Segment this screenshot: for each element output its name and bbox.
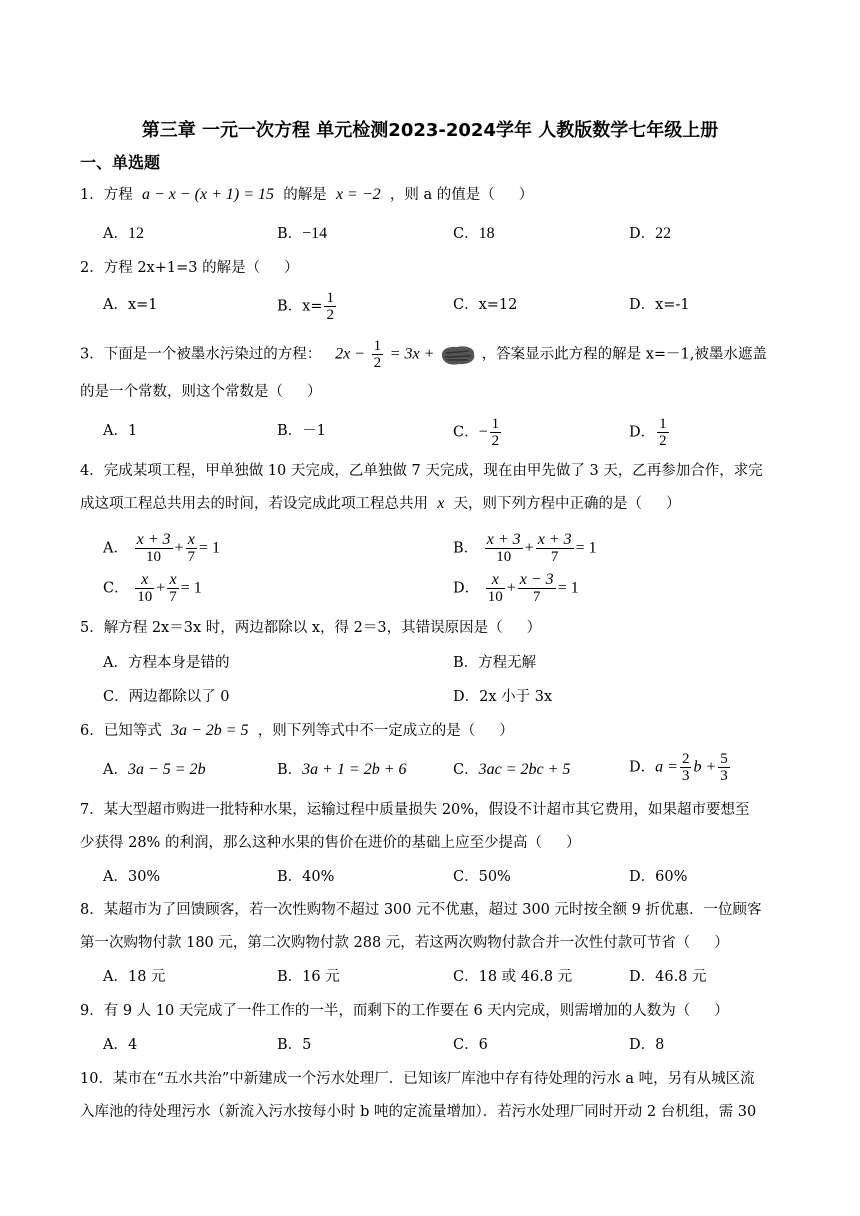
q3-option-d[interactable]: D． $\frac{1}{2}$ <box>629 416 667 449</box>
q5-option-c[interactable]: C．两边都除以了 0 <box>103 689 230 705</box>
q6-option-b[interactable]: B．3a + 1 = 2b + 6 <box>277 761 407 778</box>
q1-options <box>0 223 860 247</box>
q5-option-b[interactable]: B．方程无解 <box>453 655 537 671</box>
q8-option-a[interactable]: A．18 元 <box>103 969 166 985</box>
q6-options <box>0 751 860 784</box>
q4-options-row2 <box>0 571 860 605</box>
q9-option-d[interactable]: D．8 <box>629 1037 665 1053</box>
q3-options <box>0 416 860 449</box>
q7-options <box>0 866 860 890</box>
q1-mid: 的解是 <box>283 187 327 203</box>
q1-close: ） <box>518 187 534 203</box>
q4-option-c[interactable]: C． $\frac{x}{10}$ + $\frac{x}{7}$ = 1 <box>103 571 202 605</box>
q1-option-a[interactable]: A．12 <box>103 225 144 242</box>
q4-options-row1 <box>0 531 860 565</box>
q9-option-a[interactable]: A．4 <box>103 1037 138 1053</box>
q2-option-b[interactable]: B．x= $\frac{1}{2}$ <box>277 290 334 323</box>
section-heading: 一、单选题 <box>80 153 161 172</box>
question-1 <box>80 185 533 205</box>
q7-option-a[interactable]: A．30% <box>103 869 161 885</box>
q6-option-a[interactable]: A．3a − 5 = 2b <box>103 761 206 778</box>
q8-option-b[interactable]: B．16 元 <box>277 969 340 985</box>
q4-option-d[interactable]: D． $\frac{x}{10}$ + $\frac{x - 3}{7}$ = 1 <box>453 571 579 605</box>
q1-pre: 1．方程 <box>80 187 133 203</box>
question-2 <box>80 258 299 278</box>
question-3 <box>80 338 767 371</box>
q7-option-b[interactable]: B．40% <box>277 869 335 885</box>
question-8: 8．某超市为了回馈顾客，若一次性购物不超过 300 元不优惠，超过 300 元时按全额 9 折优惠．一位顾客 <box>80 902 762 918</box>
question-4-cont: 成这项工程总共用去的时间，若设完成此项工程总共用 x 天，则下列方程中正确的是（ ） <box>80 495 681 512</box>
q1-solution: x = −2 <box>335 186 381 203</box>
q3-post: ，答案显示此方程的解是 x=－1,被墨水遮盖 <box>481 346 767 363</box>
q2-options <box>0 290 860 323</box>
page-title: 第三章 一元一次方程 单元检测2023-2024学年 人教版数学七年级上册 <box>141 120 719 141</box>
q3-fraction: $\frac{1}{2}$ <box>373 338 382 371</box>
question-10: 10．某市在“五水共治”中新建成一个污水处理厂．已知该厂库池中存有待处理的污水 a 吨，另有从城区流 <box>80 1071 755 1087</box>
question-7-cont: 少获得 28% 的利润，那么这种水果的售价在进价的基础上应至少提高（ ） <box>80 835 581 851</box>
question-4: 4．完成某项工程，甲单独做 10 天完成，乙单独做 7 天完成，现在由甲先做了 3 天，乙再参加合作，求完 <box>80 463 763 479</box>
q3-eq-left: 2x − <box>335 345 365 363</box>
q9-options <box>0 1034 860 1058</box>
q6-option-c[interactable]: C．3ac = 2bc + 5 <box>453 761 571 778</box>
q6-option-d[interactable]: D．a = $\frac{2}{3}$ b + $\frac{5}{3}$ <box>629 751 728 784</box>
q5-options-row1 <box>0 652 860 676</box>
q3-option-a[interactable]: A．1 <box>103 423 138 439</box>
q2-option-d[interactable]: D．x=-1 <box>629 297 690 313</box>
q5-options-row2 <box>0 686 860 710</box>
question-6: 6．已知等式 3a − 2b = 5 ，则下列等式中不一定成立的是（ ） <box>80 722 514 739</box>
question-5: 5．解方程 2x＝3x 时，两边都除以 x，得 2＝3，其错误原因是（ ） <box>80 620 542 636</box>
q1-option-b[interactable]: B．−14 <box>277 225 328 242</box>
q4-option-a[interactable]: A． $\frac{x + 3}{10}$ + $\frac{x}{7}$ = 1 <box>103 531 221 565</box>
q3-option-c[interactable]: C．− $\frac{1}{2}$ <box>453 416 500 449</box>
q9-option-b[interactable]: B．5 <box>277 1037 312 1053</box>
q3-option-b[interactable]: B．－1 <box>277 423 326 439</box>
q1-option-d[interactable]: D．22 <box>629 225 672 242</box>
q2-option-c[interactable]: C．x=12 <box>453 297 518 313</box>
q2-option-a[interactable]: A．x=1 <box>103 297 158 313</box>
q5-option-a[interactable]: A．方程本身是错的 <box>103 655 230 671</box>
q7-option-d[interactable]: D．60% <box>629 869 688 885</box>
q8-option-d[interactable]: D．46.8 元 <box>629 969 707 985</box>
q7-option-c[interactable]: C．50% <box>453 869 511 885</box>
q1-option-c[interactable]: C．18 <box>453 225 495 242</box>
q2-text: 2．方程 2x+1=3 的解是（ <box>80 260 261 276</box>
q8-options <box>0 966 860 990</box>
question-8-cont: 第一次购物付款 180 元，第二次购物付款 288 元，若这两次购物付款合并一次性付款可节省（ ） <box>80 935 729 951</box>
q8-option-c[interactable]: C．18 或 46.8 元 <box>453 969 573 985</box>
q1-post: ，则 a 的值是（ <box>389 187 495 203</box>
question-7: 7．某大型超市购进一批特种水果，运输过程中质量损失 20%，假设不计超市其它费用，如果超市要想至 <box>80 802 750 818</box>
q5-option-d[interactable]: D．2x 小于 3x <box>453 689 553 705</box>
q3-pre: 3．下面是一个被墨水污染过的方程： <box>80 346 322 363</box>
question-3-cont: 的是一个常数，则这个常数是（ ） <box>80 384 322 400</box>
q3-eq-right: = 3x + <box>389 345 435 363</box>
q2-close: ） <box>284 260 299 276</box>
q9-option-c[interactable]: C．6 <box>453 1037 488 1053</box>
ink-blot-icon <box>439 344 477 366</box>
q1-equation: a − x − (x + 1) = 15 <box>141 186 274 203</box>
question-10-cont: 入库池的待处理污水（新流入污水按每小时 b 吨的定流量增加）．若污水处理厂同时开动 2 台机组，需 30 <box>80 1104 757 1120</box>
question-9: 9．有 9 人 10 天完成了一件工作的一半，而剩下的工作要在 6 天内完成，则需增加的人数为（ ） <box>80 1003 729 1019</box>
q4-option-b[interactable]: B． $\frac{x + 3}{10}$ + $\frac{x + 3}{7}$ = 1 <box>453 531 597 565</box>
